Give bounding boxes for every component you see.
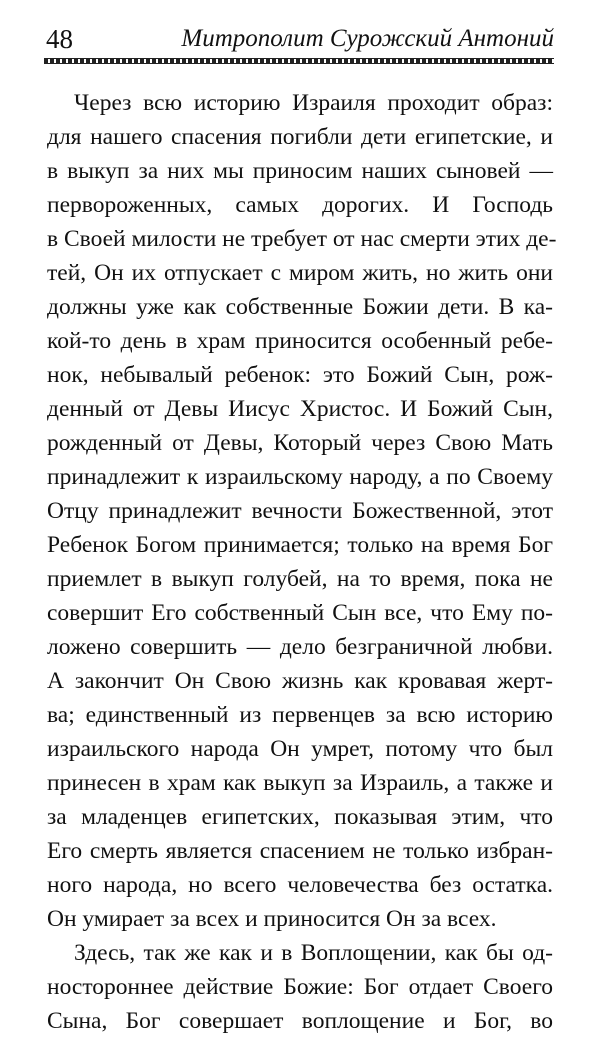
text-line: принадлежит к израильскому народу, а по Своему <box>47 464 553 490</box>
text-line: денный от Девы Иисус Христос. И Божий Сын, <box>47 396 553 422</box>
text-line: нок, небывалый ребенок: это Божий Сын, рож- <box>47 362 553 388</box>
text-line: тей, Он их отпускает с миром жить, но жить они <box>47 260 553 286</box>
text-line: Через всю историю Израиля проходит образ: <box>74 90 553 116</box>
text-line: за младенцев египетских, показывая этим, что <box>47 804 553 830</box>
text-line: ного народа, но всего человечества без остатка. <box>47 872 553 898</box>
text-line: Он умирает за всех и приносится Он за всех. <box>47 906 497 932</box>
text-line: ностороннее действие Божие: Бог отдает Своего <box>47 974 553 1000</box>
text-line: кой-то день в храм приносится особенный ребе- <box>47 328 553 354</box>
text-line: А закончит Он Свою жизнь как кровавая жерт- <box>47 668 553 694</box>
text-line: для нашего спасения погибли дети египетские, и <box>47 124 553 150</box>
page-header <box>46 22 554 56</box>
text-line: принесен в храм как выкуп за Израиль, а также и <box>47 770 553 796</box>
text-line: совершит Его собственный Сын все, что Ему по- <box>47 600 553 626</box>
text-line: в Своей милости не требует от нас смерти этих де- <box>47 226 557 252</box>
text-line: Отцу принадлежит вечности Божественной, этот <box>47 498 553 524</box>
text-line: первороженных, самых дорогих. И Господь <box>47 192 553 218</box>
text-line: в выкуп за них мы приносим наших сыновей — <box>47 158 553 184</box>
text-line: Его смерть является спасением не только избран- <box>47 838 553 864</box>
running-title: Митрополит Сурожский Антоний <box>181 25 554 52</box>
text-line: приемлет в выкуп голубей, на то время, пока не <box>47 566 553 592</box>
text-line: Ребенок Богом принимается; только на время Бог <box>47 532 553 558</box>
page-number: 48 <box>46 24 73 54</box>
text-line: ложено совершить — дело безграничной любви. <box>47 634 553 660</box>
header-divider <box>44 58 554 64</box>
body-text <box>47 86 557 1038</box>
text-line: Здесь, так же как и в Воплощении, как бы од- <box>74 940 553 966</box>
text-line: должны уже как собственные Божии дети. В ка- <box>47 294 553 320</box>
text-line: Сына, Бог совершает воплощение и Бог, во <box>47 1008 553 1034</box>
text-line: израильского народа Он умрет, потому что был <box>47 736 553 762</box>
text-line: рожденный от Девы, Который через Свою Мать <box>47 430 553 456</box>
text-line: ва; единственный из первенцев за всю историю <box>47 702 553 728</box>
